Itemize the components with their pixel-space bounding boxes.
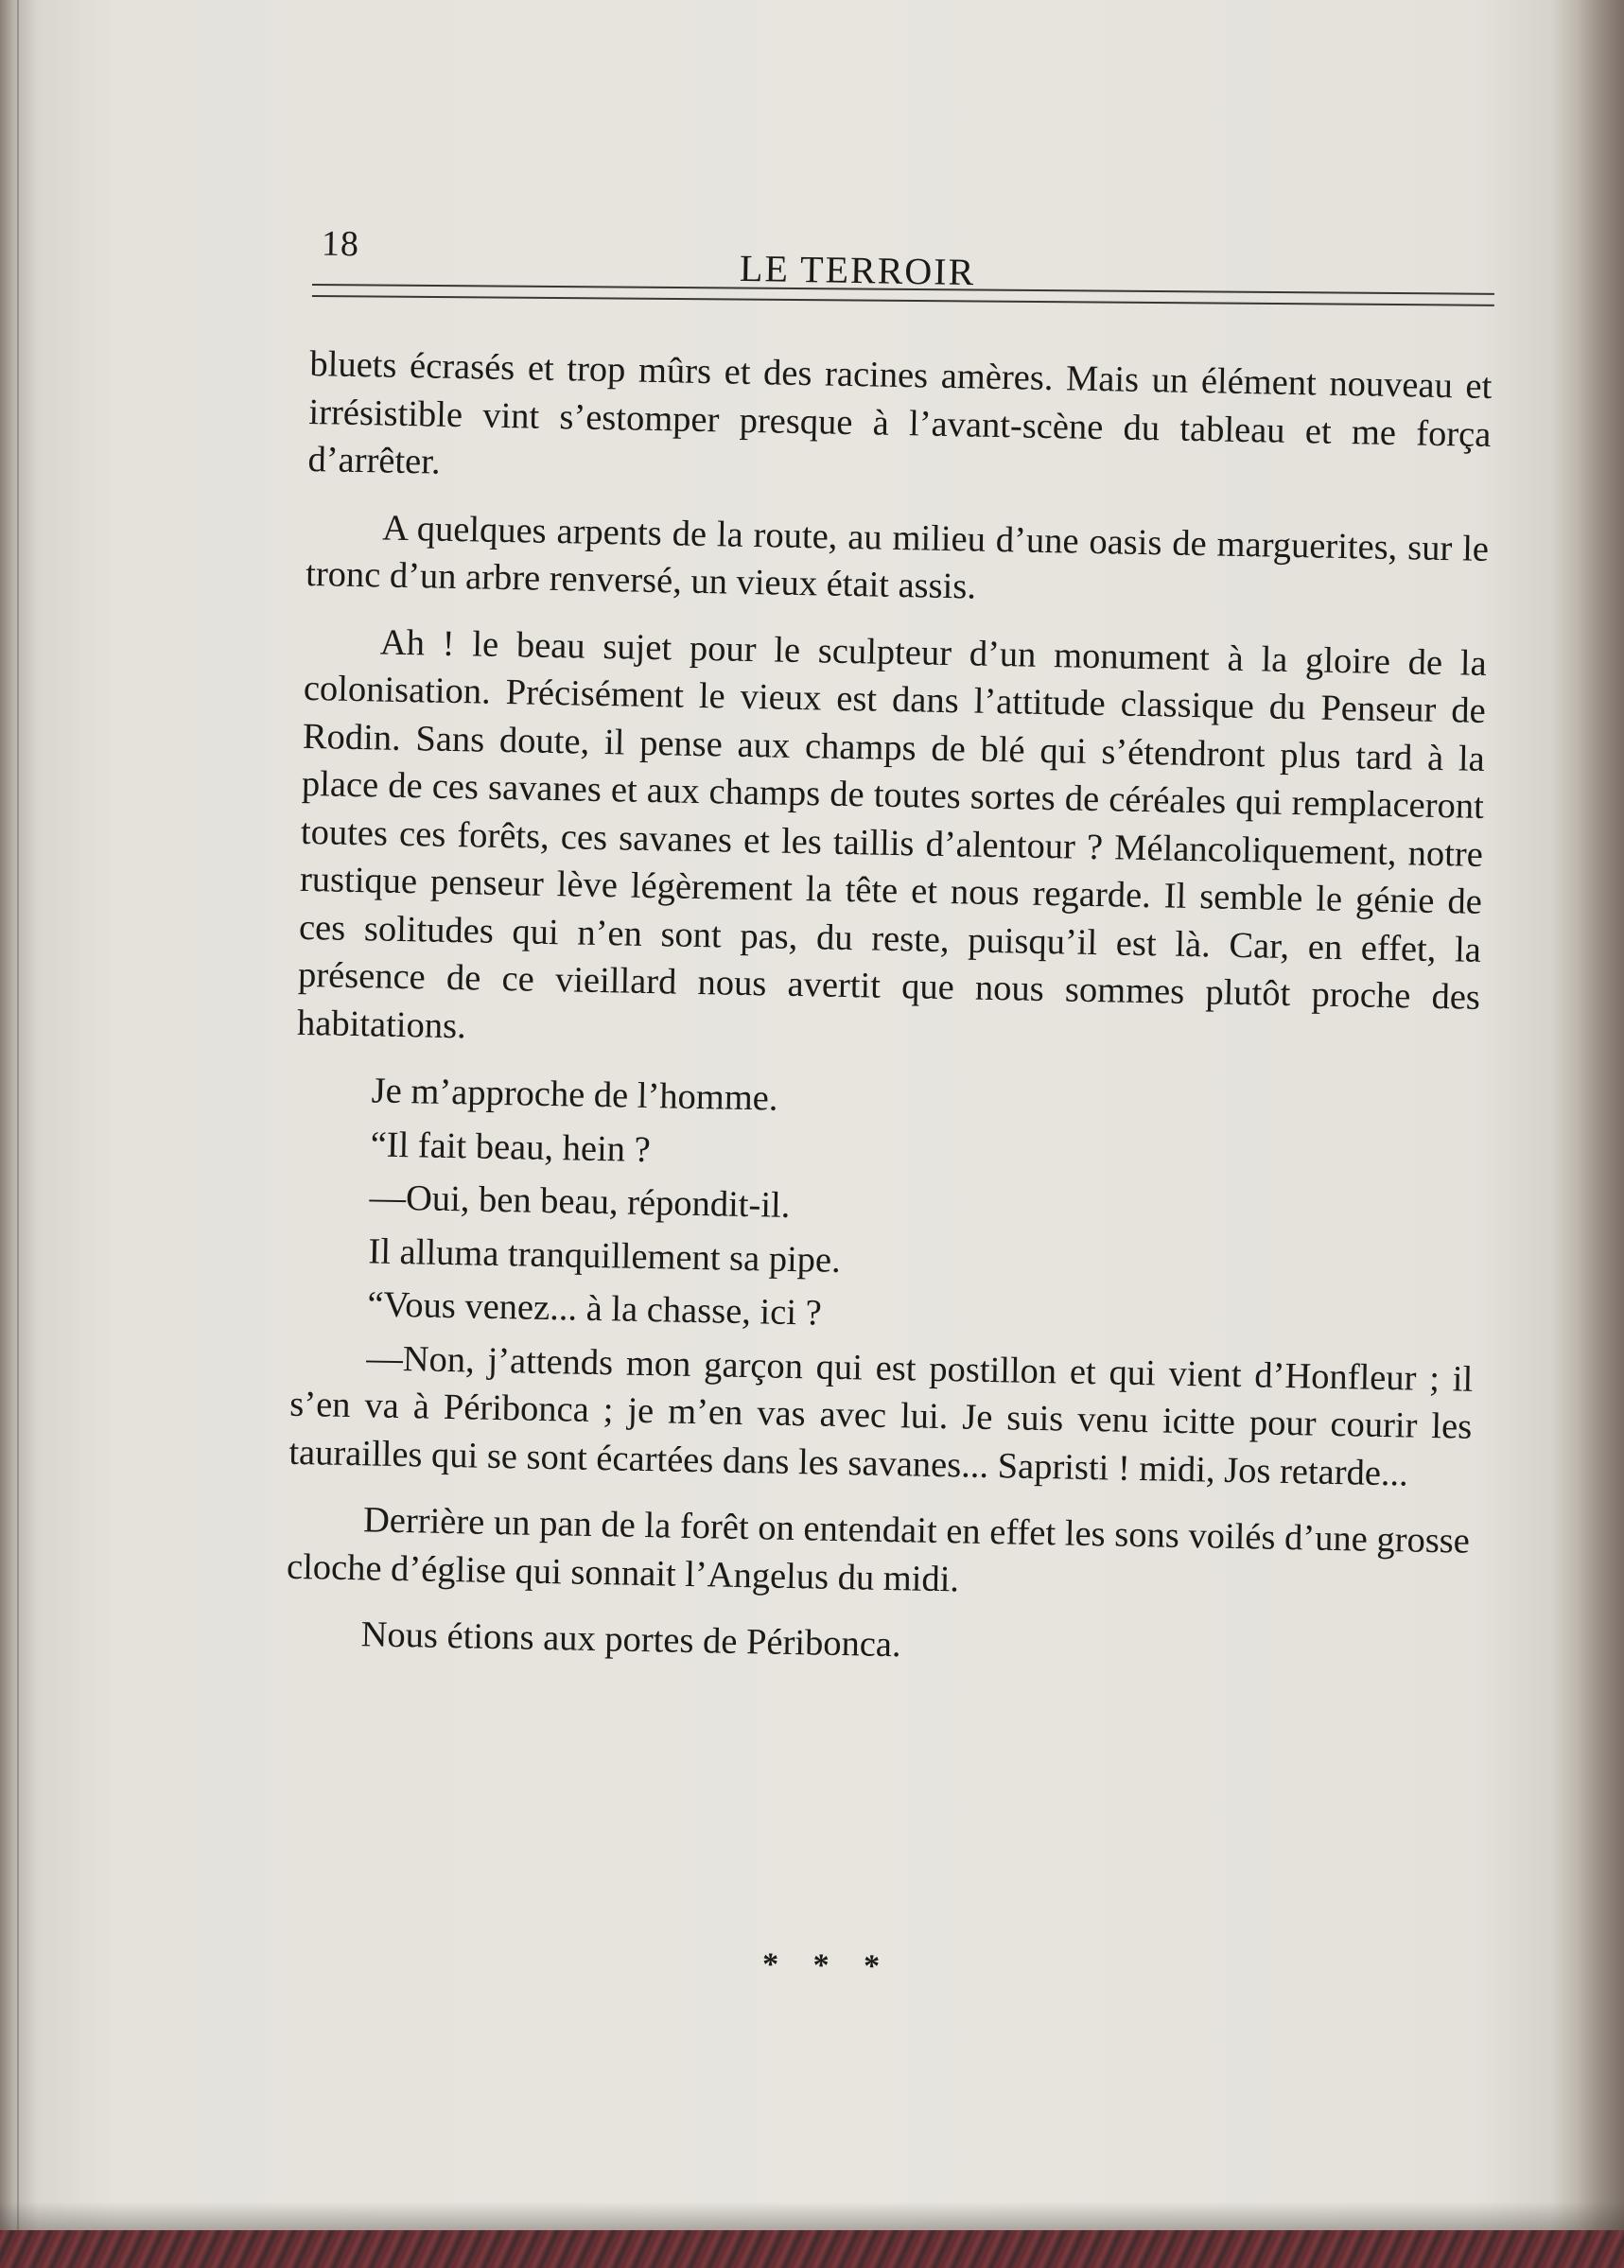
paragraph-4: Je m’approche de l’homme. (371, 1071, 778, 1119)
section-break-asterisks: * * * (761, 1946, 894, 1985)
paragraph-11: Nous étions aux portes de Péribonca. (360, 1614, 902, 1666)
page-number: 18 (321, 223, 360, 265)
paragraph-5: “Il fait beau, hein ? (370, 1124, 652, 1170)
paragraph-7: Il alluma tranquillement sa pipe. (368, 1230, 842, 1281)
running-title: LE TERROIR (739, 246, 976, 294)
paragraph-2: A quelques arpents de la route, au milieu d’une oasis de marguerites, sur le tronc d’un arbre renversé, un vieux était assis. (305, 508, 1490, 607)
paragraph-3: Ah ! le beau sujet pour le sculpteur d’un monument à la gloire de la colonisation. Précisément le vieux est dans l’attitude classique du Penseur de Rodin. Sans doute, il pense aux champs de blé qui s’étendront plus tard à la place de ces savanes et aux champs de toutes sortes de céréales qui remplaceront toutes ces forêts, ces savanes et les taillis d’alentour ? Mélancoliquement, notre rustique penseur lève légèrement la tête et nous regarde. Il semble le génie de ces solitudes qui n’en sont pas, du reste, puisqu’il est là. Car, en effet, la présence de ce vieillard nous avertit que nous sommes plutôt proche des habitations. (296, 621, 1488, 1046)
body-text (285, 340, 1493, 1699)
paragraph-9: —Non, j’attends mon garçon qui est postillon et qui vient d’Honfleur ; il s’en va à Péribonca ; je m’en vas avec lui. Je suis venu icitte pour courir les taurailles qui se sont écartées dans les savanes... Sapristi ! midi, Jos retarde... (288, 1337, 1474, 1494)
paragraph-1: bluets écrasés et trop mûrs et des racines amères. Mais un élément nouveau et irrésistible vint s’estomper presque à l’avant-scène du tableau et me força d’arrêter. (307, 343, 1493, 482)
paragraph-10: Derrière un pan de la forêt on entendait en effet les sons voilés d’une grosse cloche d’église qui sonnait l’Angelus du midi. (286, 1500, 1471, 1599)
paragraph-8: “Vous venez... à la chasse, ici ? (367, 1284, 823, 1334)
paragraph-6: —Oui, ben beau, répondit-il. (369, 1178, 791, 1226)
